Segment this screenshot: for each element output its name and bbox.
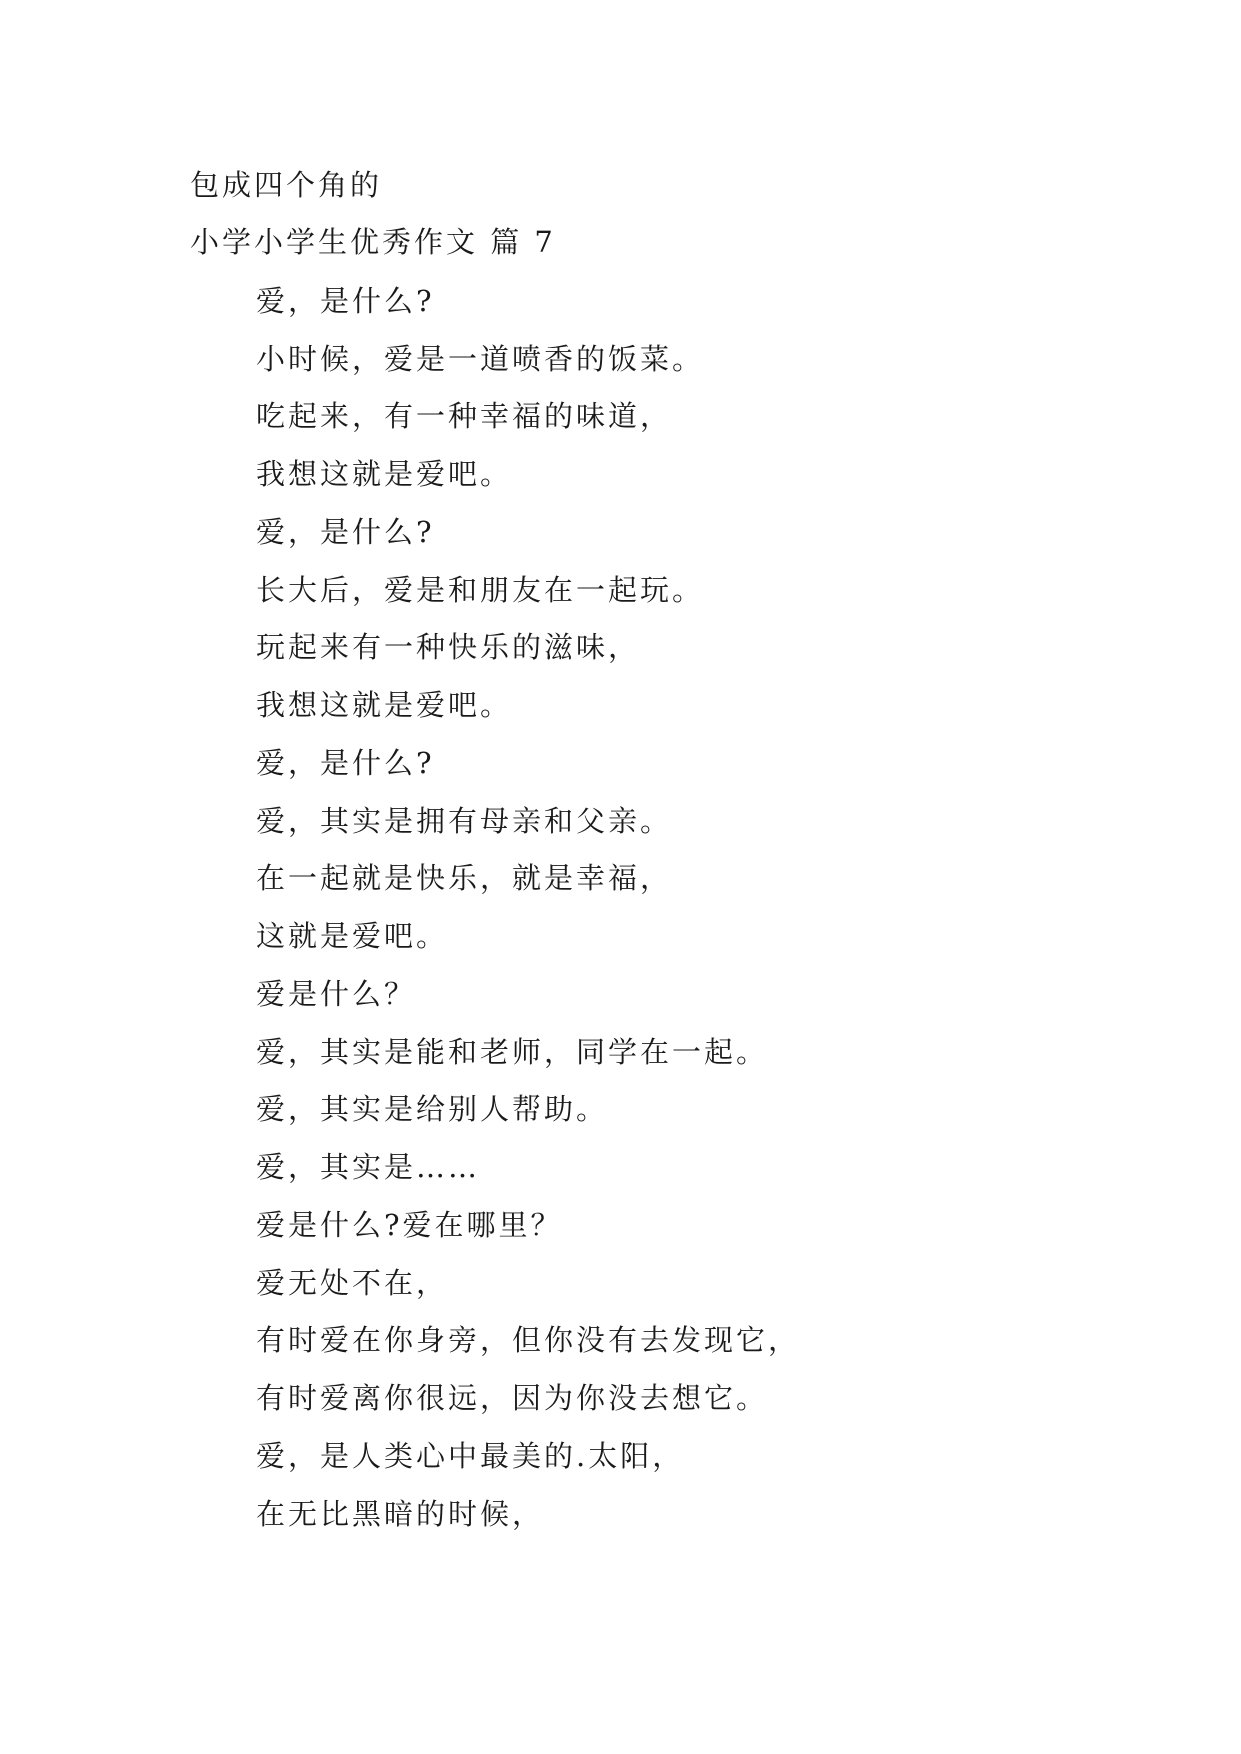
paragraph: 爱，是什么? [256,284,435,318]
paragraph: 爱，其实是能和老师，同学在一起。 [256,1035,769,1069]
paragraph: 爱，是什么? [256,746,435,780]
paragraph: 爱，其实是给别人帮助。 [256,1092,609,1126]
paragraph: 在无比黑暗的时候， [256,1497,545,1531]
paragraph: 这就是爱吧。 [256,919,449,953]
text-line: 包成四个角的 [190,168,383,202]
paragraph: 爱，其实是…… [256,1150,481,1184]
paragraph: 有时爱在你身旁，但你没有去发现它， [256,1323,801,1357]
paragraph: 爱是什么？ [256,977,417,1011]
paragraph: 爱，其实是拥有母亲和父亲。 [256,804,673,838]
paragraph: 我想这就是爱吧。 [256,688,513,722]
paragraph: 爱是什么?爱在哪里？ [256,1208,563,1242]
paragraph: 爱，是什么? [256,515,435,549]
section-heading: 小学小学生优秀作文 篇 7 [190,225,556,259]
paragraph: 长大后，爱是和朋友在一起玩。 [256,573,705,607]
paragraph: 我想这就是爱吧。 [256,457,513,491]
paragraph: 在一起就是快乐，就是幸福， [256,861,673,895]
paragraph: 玩起来有一种快乐的滋味， [256,630,641,664]
paragraph: 吃起来，有一种幸福的味道， [256,399,673,433]
paragraph: 爱，是人类心中最美的.太阳， [256,1439,685,1473]
paragraph: 爱无处不在， [256,1266,449,1300]
paragraph: 小时候，爱是一道喷香的饭菜。 [256,342,705,376]
paragraph: 有时爱离你很远，因为你没去想它。 [256,1381,769,1415]
